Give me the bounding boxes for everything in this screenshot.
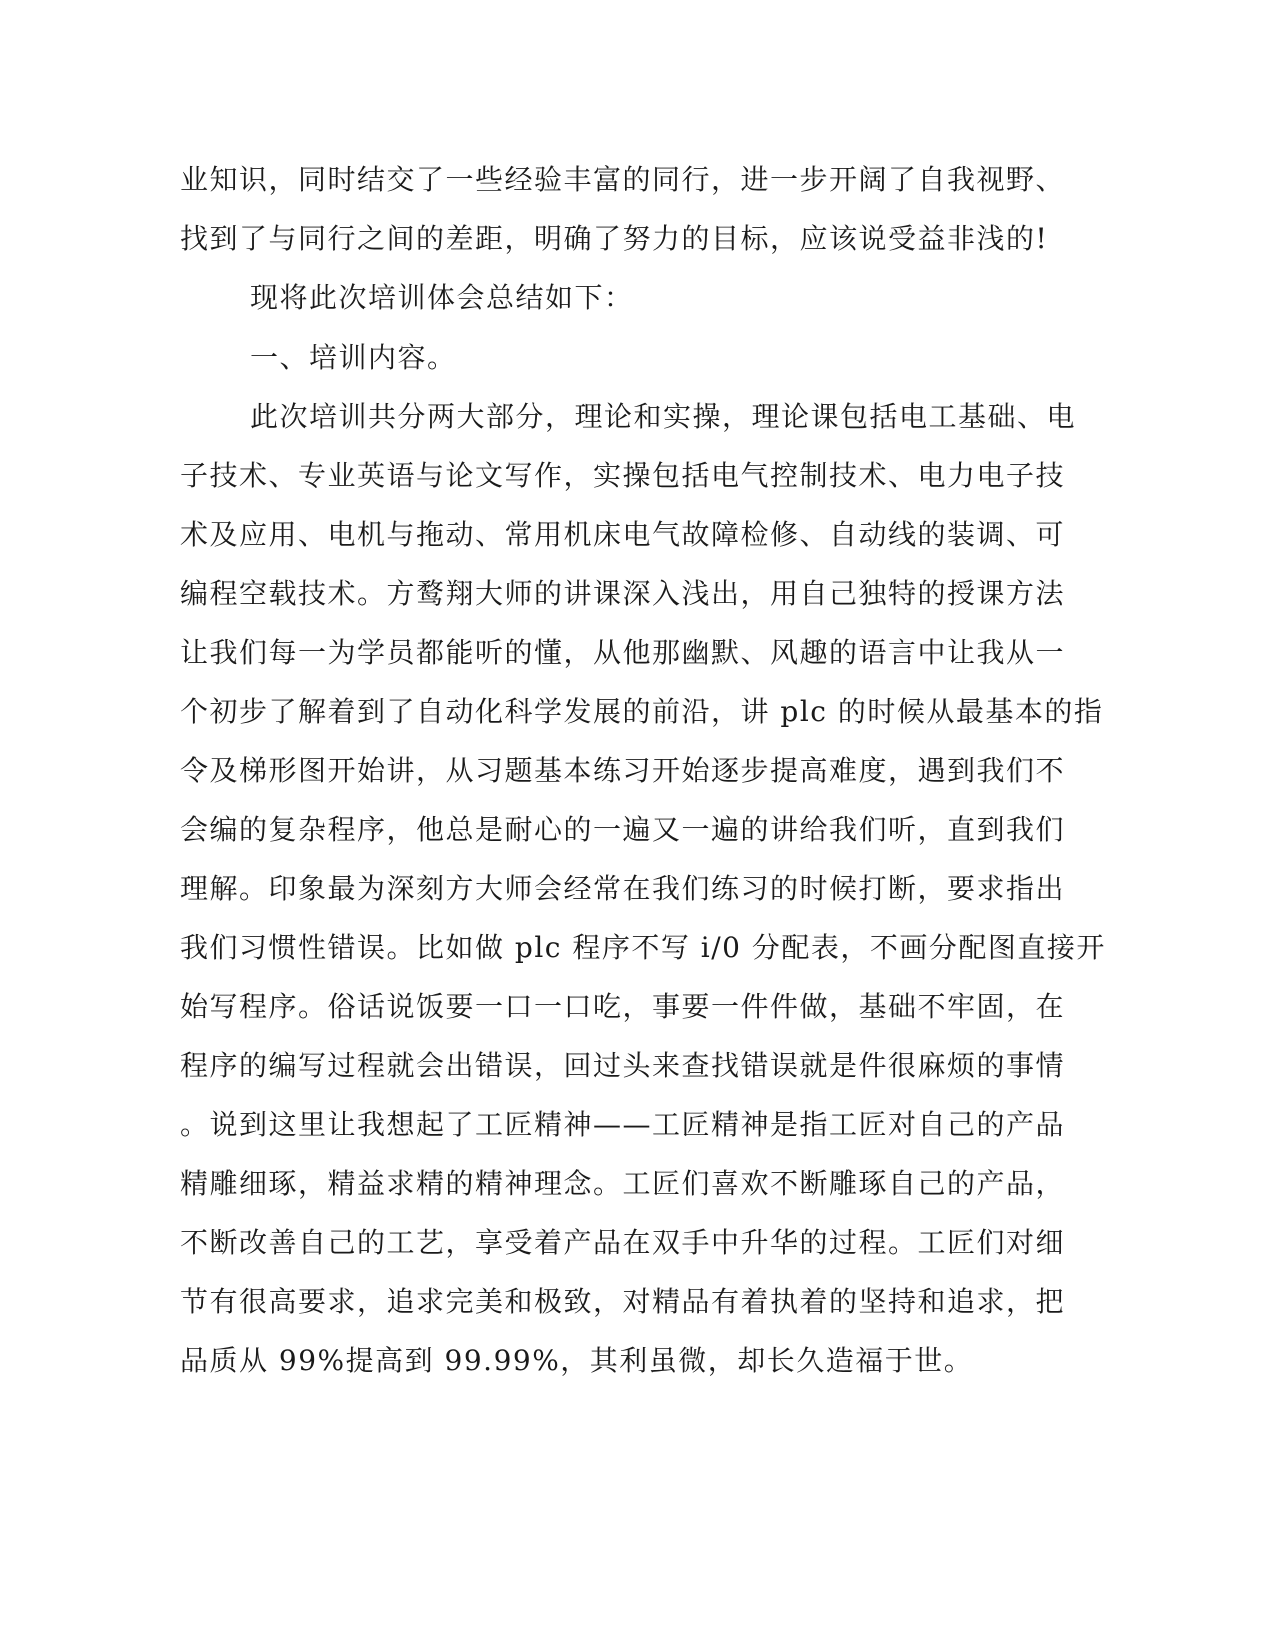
text-line: 令及梯形图开始讲，从习题基本练习开始逐步提高难度，遇到我们不 <box>180 754 1066 787</box>
text-line: 术及应用、电机与拖动、常用机床电气故障检修、自动线的装调、可 <box>180 518 1066 551</box>
text-line: 不断改善自己的工艺，享受着产品在双手中升华的过程。工匠们对细 <box>180 1226 1066 1259</box>
text-line: 让我们每一为学员都能听的懂，从他那幽默、风趣的语言中让我从一 <box>180 636 1066 669</box>
text-line: 。说到这里让我想起了工匠精神——工匠精神是指工匠对自己的产品 <box>180 1108 1066 1141</box>
text-line: 品质从 99%提高到 99.99%，其利虽微，却长久造福于世。 <box>180 1344 974 1377</box>
text-line: 理解。印象最为深刻方大师会经常在我们练习的时候打断，要求指出 <box>180 872 1066 905</box>
text-line: 程序的编写过程就会出错误，回过头来查找错误就是件很麻烦的事情 <box>180 1049 1066 1082</box>
text-line: 我们习惯性错误。比如做 plc 程序不写 i/0 分配表，不画分配图直接开 <box>180 931 1106 964</box>
text-line: 找到了与同行之间的差距，明确了努力的目标，应该说受益非浅的! <box>180 222 1049 255</box>
text-line: 子技术、专业英语与论文写作，实操包括电气控制技术、电力电子技 <box>180 459 1066 492</box>
text-line: 编程空载技术。方鹜翔大师的讲课深入浅出，用自己独特的授课方法 <box>180 577 1066 610</box>
text-line: 现将此次培训体会总结如下： <box>250 281 634 314</box>
section-heading: 一、培训内容。 <box>250 341 457 374</box>
text-line: 个初步了解着到了自动化科学发展的前沿，讲 plc 的时候从最基本的指 <box>180 695 1104 728</box>
text-line: 节有很高要求，追求完美和极致，对精品有着执着的坚持和追求，把 <box>180 1285 1066 1318</box>
text-line: 此次培训共分两大部分，理论和实操，理论课包括电工基础、电 <box>250 400 1077 433</box>
text-line: 始写程序。俗话说饭要一口一口吃，事要一件件做，基础不牢固，在 <box>180 990 1066 1023</box>
text-line: 会编的复杂程序，他总是耐心的一遍又一遍的讲给我们听，直到我们 <box>180 813 1066 846</box>
text-line: 精雕细琢，精益求精的精神理念。工匠们喜欢不断雕琢自己的产品， <box>180 1167 1066 1200</box>
text-line: 业知识，同时结交了一些经验丰富的同行，进一步开阔了自我视野、 <box>180 163 1066 196</box>
